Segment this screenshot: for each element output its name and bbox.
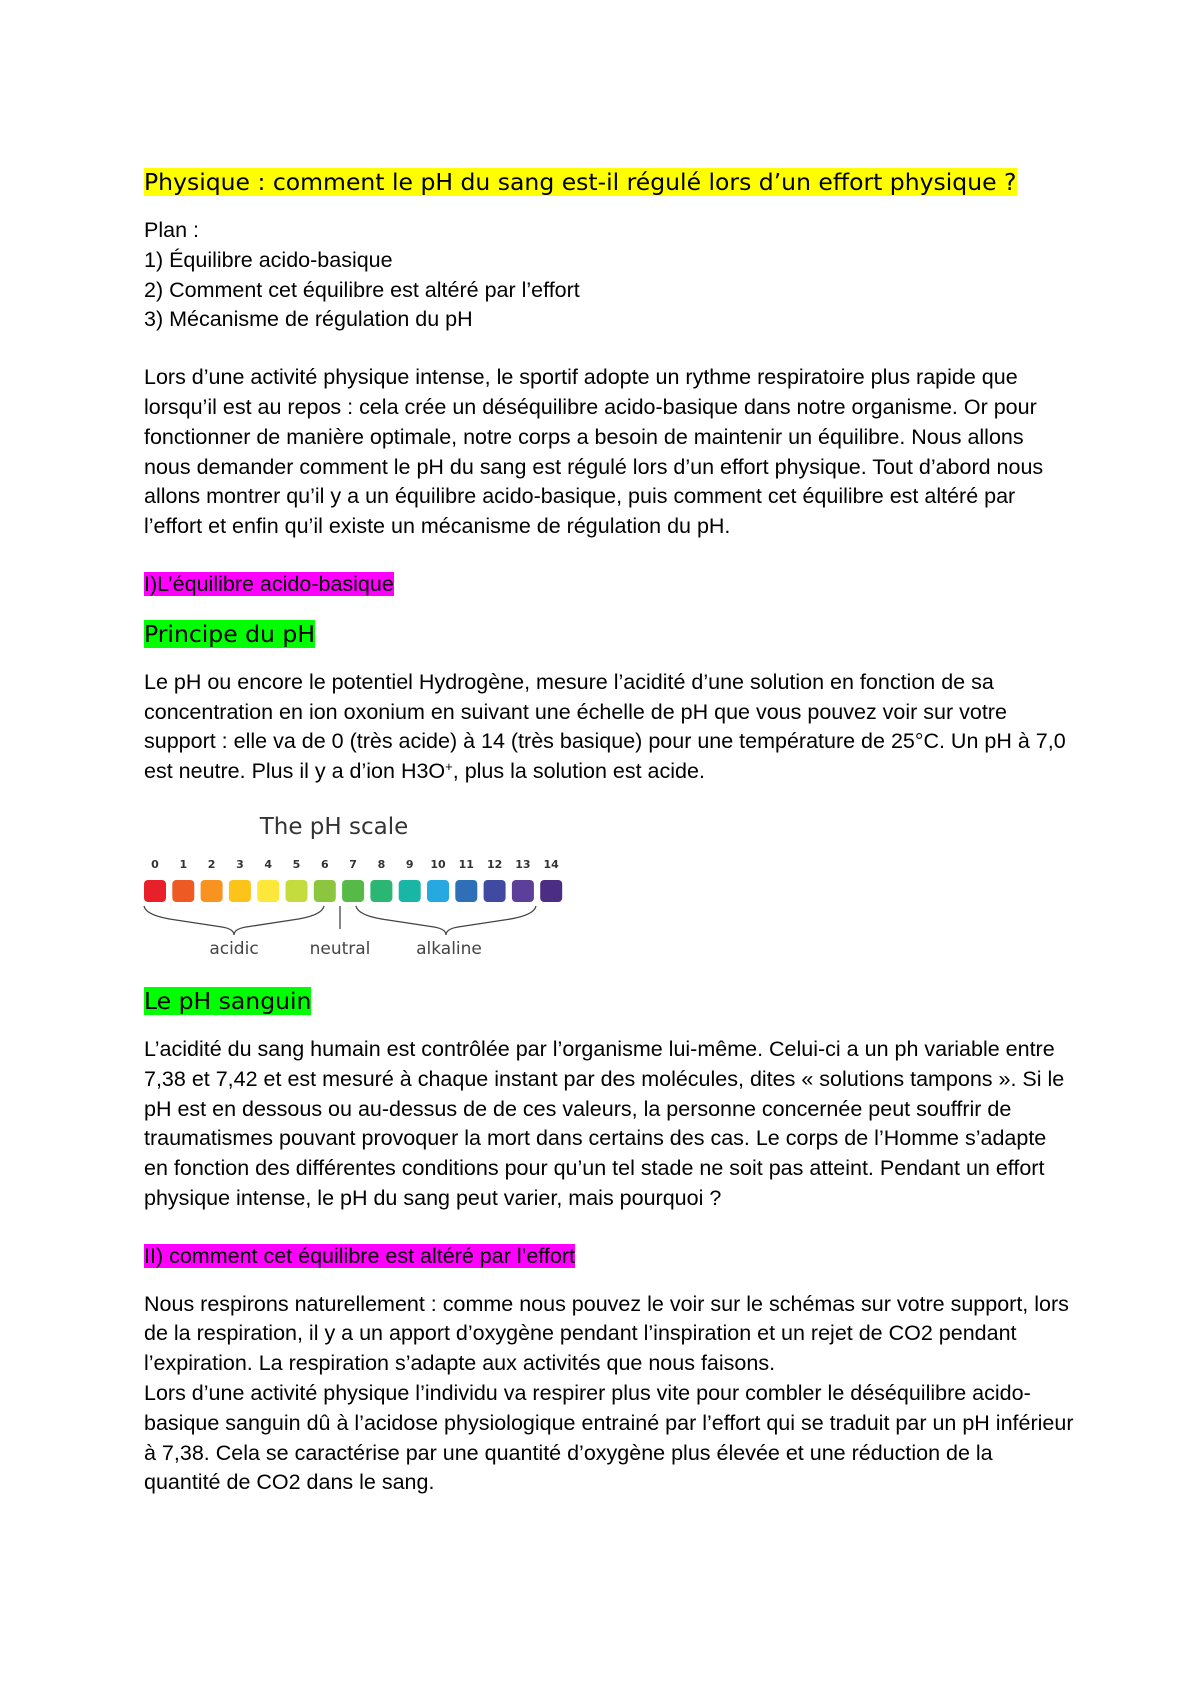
ph-scale-svg [134,809,559,959]
ph-scale-number: 5 [292,857,301,871]
ph-scale-number: 1 [179,857,188,871]
section2-heading [144,1242,1074,1272]
ph-scale-number: 2 [207,857,216,871]
ph-scale-number: 10 [430,857,446,871]
ph-scale-figure [134,809,559,959]
section2-paragraph-1: Nous respirons naturellement : comme nous pouvez le voir sur le schémas sur votre support, lors de la respiration, il y a un apport d’oxygène pendant l’inspiration et un rejet de CO2 pendant l’expiration. La respiration s’adapte aux activités que nous faisons. [144,1291,1069,1376]
ph-scale-number: 14 [543,857,559,871]
ph-scale-number: 7 [349,857,357,871]
subsection-ph-principle-heading [144,618,1074,650]
superscript-plus: + [445,759,453,775]
title-text: Physique : comment le pH du sang est-il régulé lors d’un effort physique ? [144,168,1017,196]
ph-principle-text-end: , plus la solution est acide. [452,759,705,784]
ph-scale-number: 11 [458,857,474,871]
ph-color-box [399,880,421,902]
ph-scale-number: 0 [151,857,159,871]
alkaline-label: alkaline [416,938,482,959]
subsection-blood-ph-heading [144,985,1074,1017]
ph-color-box [201,880,223,902]
plan-item: 3) Mécanisme de régulation du pH [144,307,473,332]
section1-heading-text: I)L’équilibre acido-basique [144,571,394,596]
ph-principle-text: Le pH ou encore le potentiel Hydrogène, mesure l’acidité d’une solution en fonction de sa concentration en ion oxonium en suivant une échelle de pH que vous pouvez voir sur votre support : elle va de 0 (très acide) à 14 (très basique) pour une température de 25°C. Un pH à 7,0 est neutre. Plus il y a d’ion H3O [144,669,1066,784]
ph-scale-number: 13 [515,857,531,871]
ph-scale-title: The pH scale [259,813,409,840]
section1-heading [144,570,1074,600]
ph-color-box [427,880,449,902]
ph-color-box [257,880,279,902]
plan-item: 1) Équilibre acido-basique [144,247,393,272]
acidic-label: acidic [209,938,259,959]
ph-color-box [172,880,194,902]
subsection-blood-ph-text: Le pH sanguin [144,986,312,1015]
ph-color-box [512,880,534,902]
alkaline-brace [356,906,536,935]
ph-scale-number: 4 [264,857,273,871]
blood-ph-paragraph: L’acidité du sang humain est contrôlée par l’organisme lui-même. Celui-ci a un ph variable entre 7,38 et 7,42 et est mesuré à chaque instant par des molécules, dites « solutions tampons ». Si le pH est en dessous ou au-dessus de de ces valeurs, la personne concernée peut souffrir de traumatismes pouvant provoquer la mort dans certains des cas. Le corps de l’Homme s’adapte en fonction des différentes conditions pour qu’un tel stade ne soit pas atteint. Pendant un effort physique intense, le pH du sang peut varier, mais pourquoi ? [144,1036,1065,1210]
ph-color-box [229,880,251,902]
document-content [144,166,1074,1526]
acidic-brace [144,906,324,935]
ph-color-box [144,880,166,902]
ph-scale-number: 8 [377,857,386,871]
plan-item: 2) Comment cet équilibre est altéré par l’effort [144,277,580,302]
section2-paragraph-2: Lors d’une activité physique l’individu va respirer plus vite pour combler le déséquilibre acido-basique sanguin dû à l’acidose physiologique entrainé par l’effort qui se traduit par un pH inférieur à 7,38. Cela se caractérise par une quantité d’oxygène plus élevée et une réduction de la quantité de CO2 dans le sang. [144,1380,1074,1495]
ph-color-box [286,880,308,902]
ph-color-box [370,880,392,902]
ph-scale-number: 6 [320,857,329,871]
subsection-ph-principle-text: Principe du pH [144,619,316,648]
ph-color-box [484,880,506,902]
ph-scale-number: 9 [405,857,414,871]
document-title [144,166,1074,198]
ph-color-box [342,880,364,902]
ph-scale-number: 12 [486,857,503,871]
ph-color-box [455,880,477,902]
plan-heading: Plan : [144,218,199,242]
section2-heading-text: II) comment cet équilibre est altéré par l’effort [144,1243,575,1268]
ph-color-box [540,880,562,902]
intro-paragraph: Lors d’une activité physique intense, le sportif adopte un rythme respiratoire plus rapide que lorsqu’il est au repos : cela crée un déséquilibre acido-basique dans notre organisme. Or pour fonctionner de manière optimale, notre corps a besoin de maintenir un équilibre. Nous allons nous demander comment le pH du sang est régulé lors d’un effort physique. Tout d’abord nous allons montrer qu’il y a un équilibre acido-basique, puis comment cet équilibre est altéré par l’effort et enfin qu’il existe un mécanisme de régulation du pH. [144,365,1044,539]
ph-color-box [314,880,336,902]
ph-principle-paragraph [144,668,1074,787]
neutral-label: neutral [309,938,371,959]
ph-scale-number: 3 [236,857,244,871]
plan-section [144,216,1074,335]
